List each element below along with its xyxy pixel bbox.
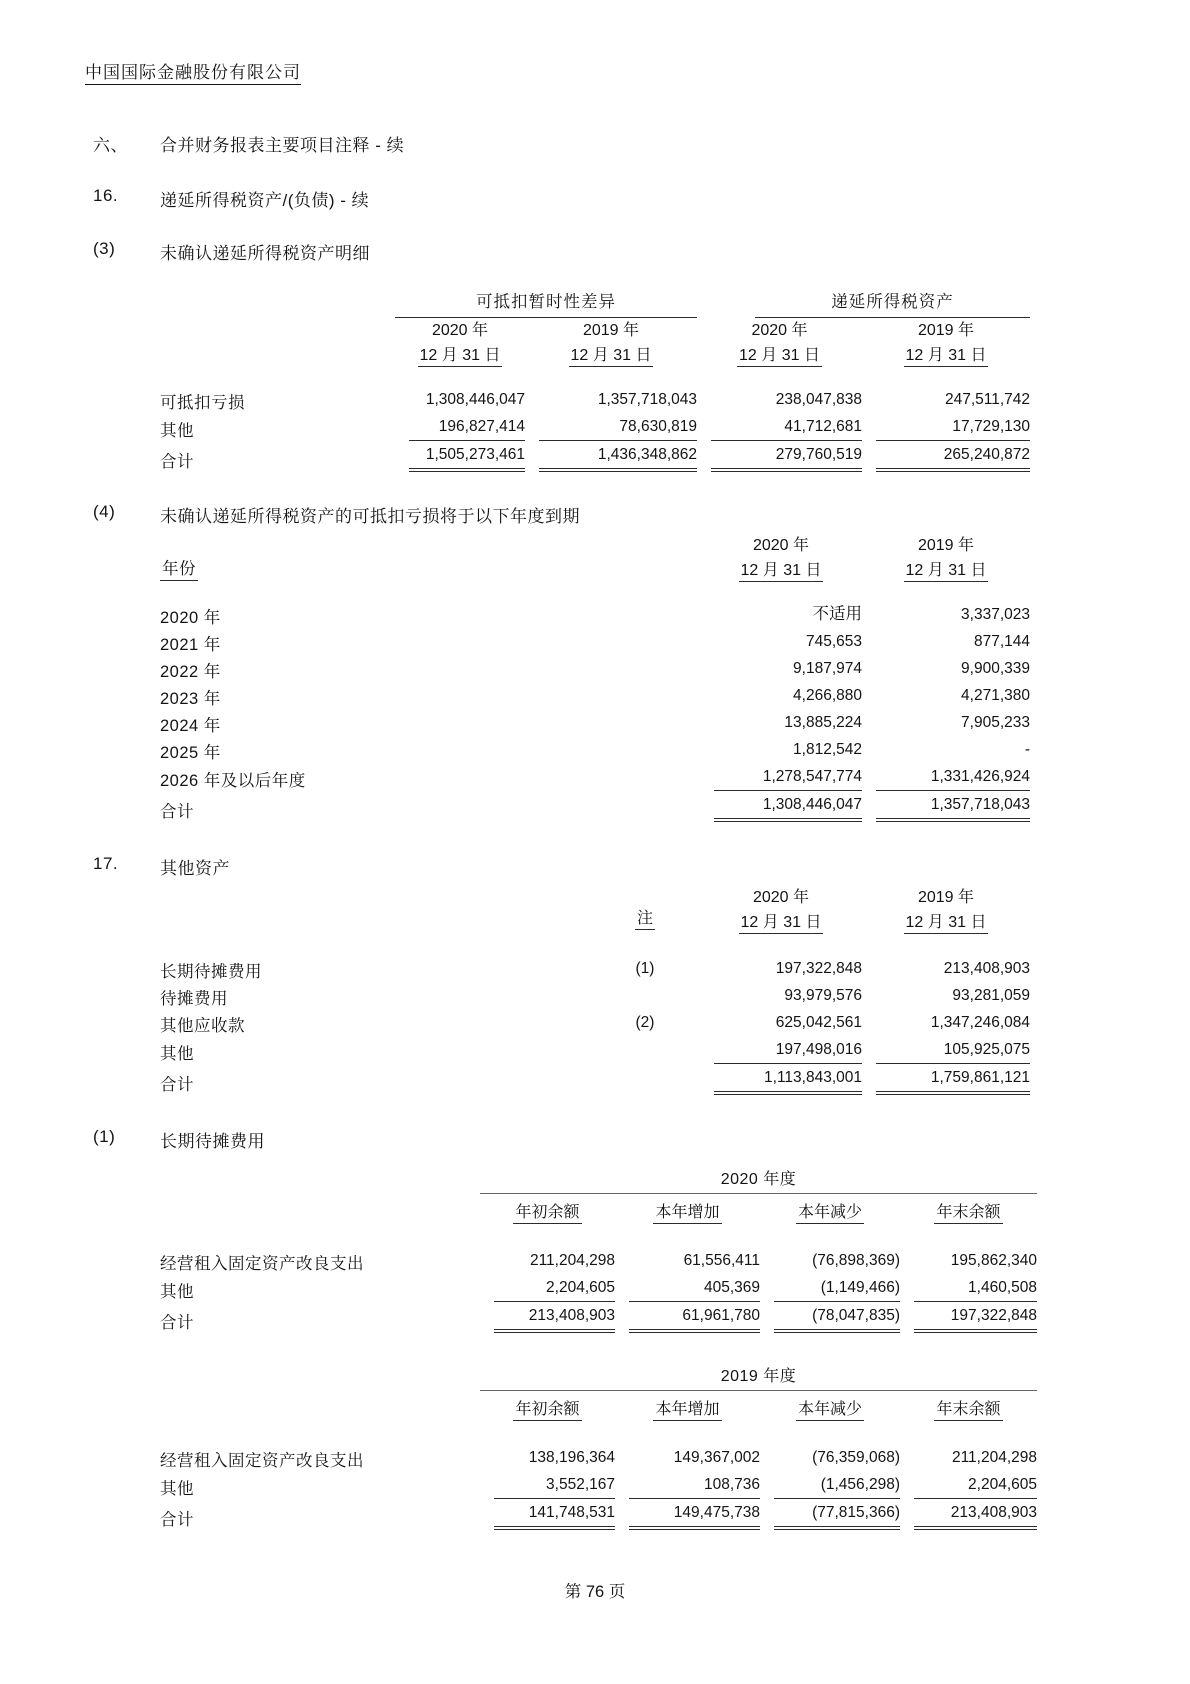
total-row xyxy=(160,791,1030,822)
cell-value: 2,204,605 xyxy=(914,1471,1037,1499)
col-header-2019: 2019 年 12 月 31 日 xyxy=(862,318,1030,368)
col-header: 本年增加 xyxy=(615,1194,760,1230)
row-label: 待摊费用 xyxy=(160,990,228,1008)
cell-value: 1,347,246,084 xyxy=(930,1014,1030,1031)
cell-value: 877,144 xyxy=(973,633,1030,650)
sub3-number: (3) xyxy=(93,239,116,258)
table-row xyxy=(160,1274,1037,1302)
cell-value: 108,736 xyxy=(629,1471,760,1499)
total-value: 149,475,738 xyxy=(629,1499,760,1530)
row-label: 其他 xyxy=(160,1045,194,1063)
column-header-row xyxy=(160,1391,1037,1427)
col-header: 年初余额 xyxy=(480,1391,615,1427)
section-number: 六、 xyxy=(93,136,128,155)
table-row xyxy=(160,413,1030,441)
row-label: 其他 xyxy=(160,422,194,440)
note-ref xyxy=(590,982,700,1009)
note-ref xyxy=(590,1036,700,1064)
group-header-1-label: 可抵扣暂时性差异 xyxy=(395,288,697,318)
group-header-row xyxy=(160,288,1030,318)
total-row xyxy=(160,441,1030,472)
row-header: 年份 xyxy=(160,560,198,581)
col-header: 年末余额 xyxy=(900,1391,1037,1427)
cell-value: 41,712,681 xyxy=(711,413,862,441)
sub1-heading xyxy=(93,1127,1190,1152)
section-heading xyxy=(93,131,1190,156)
total-value: 1,357,718,043 xyxy=(876,791,1030,822)
cell-value: 197,498,016 xyxy=(714,1036,862,1064)
table-row xyxy=(160,601,1030,628)
cell-value: 247,511,742 xyxy=(944,391,1030,408)
table-row xyxy=(160,682,1030,709)
cell-value: 238,047,838 xyxy=(775,391,862,408)
cell-value: 93,979,576 xyxy=(784,987,862,1004)
sub4-number: (4) xyxy=(93,502,116,521)
cell-value: 195,862,340 xyxy=(950,1252,1037,1269)
page-number: 第 76 页 xyxy=(564,1583,626,1601)
cell-value: 不适用 xyxy=(812,605,862,623)
cell-value: 13,885,224 xyxy=(784,714,862,731)
table-row xyxy=(160,1009,1030,1036)
total-value: 1,308,446,047 xyxy=(714,791,862,822)
note16-heading xyxy=(93,186,1190,211)
row-label: 其他 xyxy=(160,1283,194,1301)
cell-value: 4,271,380 xyxy=(961,687,1030,704)
cell-value: 1,812,542 xyxy=(793,741,862,758)
year-header-row xyxy=(160,1363,1037,1391)
col-header: 本年减少 xyxy=(760,1391,900,1427)
total-value: 1,505,273,461 xyxy=(409,441,525,472)
row-label: 经营租入固定资产改良支出 xyxy=(160,1452,364,1470)
cell-value: 1,357,718,043 xyxy=(597,391,697,408)
date-header-row xyxy=(160,533,1030,583)
cell-value: 149,367,002 xyxy=(673,1449,760,1466)
deductible-differences-table xyxy=(160,288,1030,472)
row-label: 2024 年 xyxy=(160,717,221,735)
table-row xyxy=(160,628,1030,655)
col-header: 年初余额 xyxy=(480,1194,615,1230)
column-header-row xyxy=(160,1194,1037,1230)
cell-value: 78,630,819 xyxy=(539,413,697,441)
note17-number: 17. xyxy=(93,854,119,873)
note17-title: 其他资产 xyxy=(160,859,230,878)
cell-value: 9,900,339 xyxy=(961,660,1030,677)
row-label: 2022 年 xyxy=(160,663,221,681)
table-row xyxy=(160,955,1030,982)
cell-value: 7,905,233 xyxy=(961,714,1030,731)
col-header-2020: 2020 年 12 月 31 日 xyxy=(697,318,862,368)
total-value: 265,240,872 xyxy=(876,441,1030,472)
date-header-row xyxy=(160,318,1030,368)
row-label: 可抵扣亏损 xyxy=(160,394,245,412)
cell-value: 93,281,059 xyxy=(952,987,1030,1004)
total-value: 197,322,848 xyxy=(914,1302,1037,1333)
amortization-2019-table xyxy=(160,1363,1037,1530)
total-value: 1,113,843,001 xyxy=(714,1064,862,1095)
col-header: 年末余额 xyxy=(900,1194,1037,1230)
cell-value: - xyxy=(1024,741,1030,758)
table-row xyxy=(160,386,1030,413)
expiry-years-table xyxy=(160,533,1030,822)
cell-value: 211,204,298 xyxy=(951,1449,1037,1466)
date-header-row xyxy=(160,885,1030,935)
cell-value: 3,337,023 xyxy=(961,606,1030,623)
col-header-2020: 2020 年 12 月 31 日 xyxy=(700,885,862,935)
row-label: 长期待摊费用 xyxy=(160,963,262,981)
table-row xyxy=(160,1036,1030,1064)
total-value: 61,961,780 xyxy=(629,1302,760,1333)
amortization-2020-table xyxy=(160,1166,1037,1333)
cell-value: 405,369 xyxy=(629,1274,760,1302)
sub1-number: (1) xyxy=(93,1127,116,1146)
table-row xyxy=(160,982,1030,1009)
table-row xyxy=(160,709,1030,736)
col-header-2019: 2019 年 12 月 31 日 xyxy=(525,318,697,368)
note17-heading xyxy=(93,854,1190,879)
cell-value: 1,331,426,924 xyxy=(876,763,1030,791)
total-value: 1,436,348,862 xyxy=(539,441,697,472)
group-header-1 xyxy=(395,288,697,318)
note-ref: (2) xyxy=(635,1014,655,1031)
row-label: 经营租入固定资产改良支出 xyxy=(160,1255,364,1273)
company-name: 中国国际金融股份有限公司 xyxy=(85,58,301,85)
cell-value: 3,552,167 xyxy=(494,1471,615,1499)
year-header: 2019 年度 xyxy=(480,1363,1037,1391)
group-header-2-label: 递延所得税资产 xyxy=(755,288,1030,318)
cell-value: 197,322,848 xyxy=(775,960,862,977)
row-label: 2023 年 xyxy=(160,690,221,708)
total-value: 141,748,531 xyxy=(494,1499,615,1530)
total-value: 279,760,519 xyxy=(711,441,862,472)
year-header: 2020 年度 xyxy=(480,1166,1037,1194)
table-row xyxy=(160,1247,1037,1274)
col-header-2020: 2020 年 12 月 31 日 xyxy=(395,318,525,368)
sub3-heading xyxy=(93,239,1190,264)
row-label: 合计 xyxy=(160,1076,194,1094)
sub3-title: 未确认递延所得税资产明细 xyxy=(160,244,370,263)
cell-value: 17,729,130 xyxy=(876,413,1030,441)
row-label: 合计 xyxy=(160,453,194,471)
note16-number: 16. xyxy=(93,186,119,205)
cell-value: 1,308,446,047 xyxy=(425,391,525,408)
table-row xyxy=(160,1471,1037,1499)
col-header: 本年减少 xyxy=(760,1194,900,1230)
cell-value: 61,556,411 xyxy=(683,1252,760,1269)
cell-value: (1,149,466) xyxy=(774,1274,900,1302)
sub4-heading xyxy=(93,502,1190,527)
row-label: 2025 年 xyxy=(160,744,221,762)
row-label: 合计 xyxy=(160,803,194,821)
total-value: (77,815,366) xyxy=(774,1499,900,1530)
table-row xyxy=(160,655,1030,682)
cell-value: 1,278,547,774 xyxy=(714,763,862,791)
row-label: 合计 xyxy=(160,1511,194,1529)
total-row xyxy=(160,1302,1037,1333)
col-header: 本年增加 xyxy=(615,1391,760,1427)
table-row xyxy=(160,736,1030,763)
cell-value: 2,204,605 xyxy=(494,1274,615,1302)
row-label: 2026 年及以后年度 xyxy=(160,772,306,790)
cell-value: 196,827,414 xyxy=(409,413,525,441)
col-header-2019: 2019 年 12 月 31 日 xyxy=(862,533,1030,583)
row-label: 2020 年 xyxy=(160,609,221,627)
row-label: 其他 xyxy=(160,1480,194,1498)
cell-value: 138,196,364 xyxy=(528,1449,615,1466)
cell-value: 745,653 xyxy=(805,633,862,650)
cell-value: (76,898,369) xyxy=(812,1252,900,1269)
table-row xyxy=(160,763,1030,791)
cell-value: 625,042,561 xyxy=(775,1014,862,1031)
col-header-2020: 2020 年 12 月 31 日 xyxy=(700,533,862,583)
note-col-header: 注 xyxy=(590,885,700,935)
group-header-2 xyxy=(697,288,1030,318)
row-label: 合计 xyxy=(160,1314,194,1332)
table-row xyxy=(160,1444,1037,1471)
note16-title: 递延所得税资产/(负债) - 续 xyxy=(160,191,370,210)
cell-value: 213,408,903 xyxy=(943,960,1030,977)
row-label: 其他应收款 xyxy=(160,1017,245,1035)
other-assets-table xyxy=(160,885,1030,1095)
note-ref: (1) xyxy=(635,960,655,977)
sub1-title: 长期待摊费用 xyxy=(160,1132,265,1151)
col-header-2019: 2019 年 12 月 31 日 xyxy=(862,885,1030,935)
cell-value: 9,187,974 xyxy=(793,660,862,677)
total-value: 213,408,903 xyxy=(494,1302,615,1333)
total-value: 213,408,903 xyxy=(914,1499,1037,1530)
row-label: 2021 年 xyxy=(160,636,221,654)
section-title: 合并财务报表主要项目注释 - 续 xyxy=(160,136,405,155)
total-value: (78,047,835) xyxy=(774,1302,900,1333)
cell-value: 1,460,508 xyxy=(914,1274,1037,1302)
total-row xyxy=(160,1499,1037,1530)
year-header-row xyxy=(160,1166,1037,1194)
cell-value: (1,456,298) xyxy=(774,1471,900,1499)
total-row xyxy=(160,1064,1030,1095)
sub4-title: 未确认递延所得税资产的可抵扣亏损将于以下年度到期 xyxy=(160,507,580,526)
cell-value: 105,925,075 xyxy=(876,1036,1030,1064)
cell-value: 4,266,880 xyxy=(793,687,862,704)
total-value: 1,759,861,121 xyxy=(876,1064,1030,1095)
cell-value: (76,359,068) xyxy=(812,1449,900,1466)
cell-value: 211,204,298 xyxy=(529,1252,615,1269)
